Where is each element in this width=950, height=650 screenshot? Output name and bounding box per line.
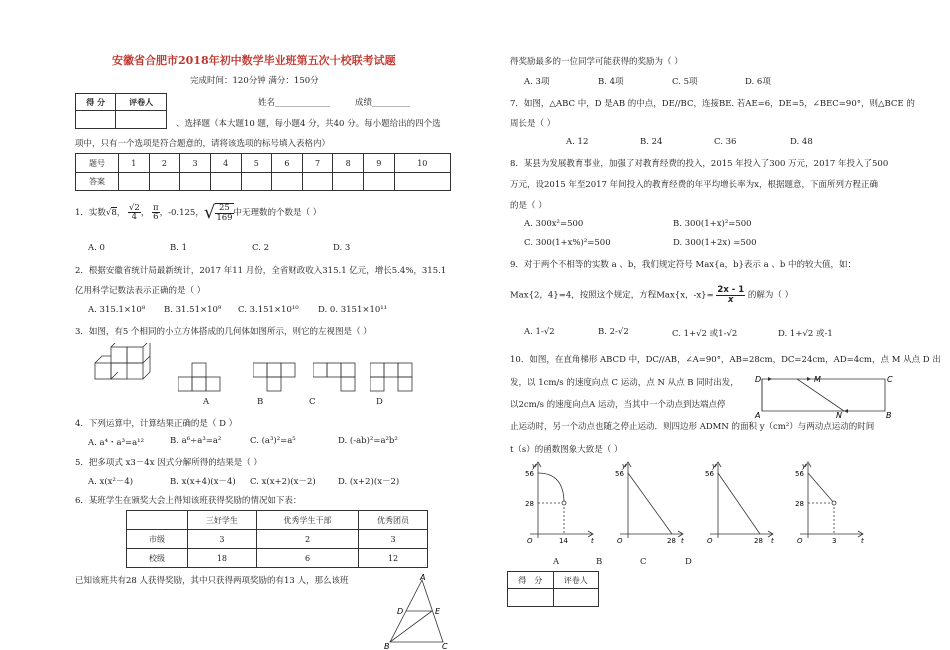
q9-frac-num: 2x - 1: [717, 285, 745, 295]
q9-line1: 9．对于两个不相等的实数 a 、b，我们规定符号 Max{a，b}表示 a 、b 中的较大值，如：: [510, 260, 857, 270]
q5-option-d[interactable]: D. (x+2)(x－2): [338, 477, 400, 487]
q1-frac2: [152, 204, 160, 222]
axis-t-label: t: [681, 537, 684, 544]
q10-graph-d[interactable]: [794, 460, 866, 544]
footer-score-cell[interactable]: [508, 589, 554, 607]
q10-trapezoid-figure: [752, 371, 894, 419]
q9-line2: [510, 286, 793, 304]
q4-option-c[interactable]: C. (a³)²=a⁵: [250, 436, 296, 446]
q3-option-a-view[interactable]: [178, 362, 224, 392]
q1-mid: ，-0.125，: [159, 208, 204, 218]
axis-t-label: t: [591, 537, 594, 544]
answer-table-header: 题号: [76, 154, 119, 173]
q8-option-d[interactable]: D. 300(1+2x) =500: [673, 238, 757, 248]
q2-option-d[interactable]: D. 0. 3151×10¹¹: [318, 305, 388, 315]
q7-triangle-figure: [380, 572, 452, 650]
q6-header-empty: [127, 511, 188, 530]
q4-option-b[interactable]: B. a⁶÷a³=a²: [170, 436, 222, 446]
q3-option-b-view[interactable]: [253, 362, 299, 392]
origin-label: O: [797, 537, 803, 544]
q5-option-a[interactable]: A. x(x²－4): [88, 477, 134, 487]
q10-line5: t（s）的函数图象大致是（ ）: [510, 445, 623, 455]
answer-cell[interactable]: [119, 173, 150, 191]
axis-y-label: y: [802, 462, 807, 470]
q9-line2-pre: Max{2，4}=4，按照这个规定，方程Max{x，-x}=: [510, 290, 714, 301]
answer-cell[interactable]: [333, 173, 364, 191]
q2-line1: 2．根据安徽省统计局最新统计，2017 年11 月份，全省财政收入315.1 亿元，增长5.4%，315.1: [75, 266, 447, 276]
q6-cell: 3: [188, 530, 257, 549]
q1-f1-den: 4: [131, 212, 138, 222]
q1-sqrt8: 8: [111, 208, 117, 218]
sqrt-symbol: √: [203, 202, 216, 223]
answer-row-label: 答案: [76, 173, 119, 191]
q6-after-text: 已知该班共有28 人获得奖励，其中只获得两项奖励的有13 人，那么该班: [75, 576, 349, 586]
answer-table-num: 10: [394, 154, 450, 173]
section1-intro-line2: 项中，只有一个选项是符合题意的，请将该选项的标号填入表格内）: [75, 139, 331, 149]
q10-graph-c[interactable]: [704, 460, 776, 544]
name-field[interactable]: 姓名_____________: [258, 98, 331, 108]
q6-cell: 12: [359, 549, 428, 568]
q6-header: 三好学生: [188, 511, 257, 530]
q2-option-a[interactable]: A. 315.1×10⁸: [88, 305, 146, 315]
q10-line1: 10．如图，在直角梯形 ABCD 中，DC//AB，∠A=90°，AB=28cm，DC=24cm，AD=4cm，点 M 从点 D 出: [510, 355, 941, 365]
tri-label-c: C: [442, 642, 448, 650]
q2-line2: 亿用科学记数法表示正确的是（ ）: [75, 286, 206, 296]
q7-line1: 7．如图，△ABC 中，D 是AB 的中点，DE//BC，连接BE. 若AE=6，DE=5，∠BEC=90°，则△BCE 的: [510, 99, 915, 109]
q7-option-b[interactable]: B. 24: [640, 137, 663, 147]
footer-score-header: 得 分: [508, 572, 554, 589]
q10-line3: 以2cm/s 的速度向点A 运动，当其中一个动点到达端点停: [510, 400, 726, 410]
q1-suffix: 中无理数的个数是（ ）: [233, 208, 322, 218]
q2-option-b[interactable]: B. 31.51×10⁹: [164, 305, 222, 315]
sqrt-symbol: √: [128, 202, 135, 213]
q2-option-c[interactable]: C. 3.151×10¹⁰: [238, 305, 299, 315]
tick-14: 14: [559, 537, 568, 544]
q7-line2: 周长是（ ）: [510, 119, 556, 129]
q1-prefix: 1．实数: [75, 208, 106, 218]
q10-graph-a[interactable]: [524, 460, 596, 544]
q10-graph-label-c: C: [640, 557, 647, 567]
q10-graph-label-d: D: [685, 557, 692, 567]
q1-f3-den: 169: [216, 212, 233, 223]
answer-table: [75, 153, 451, 191]
q1-option-b[interactable]: B. 1: [170, 243, 188, 253]
q9-option-c[interactable]: C. 1+√2 或1-√2: [672, 329, 738, 339]
axis-y-label: y: [532, 462, 537, 470]
footer-grader-cell[interactable]: [553, 589, 599, 607]
q3-label-a: A: [203, 397, 210, 407]
tri-label-e: E: [435, 607, 441, 616]
q10-line2: 发，以 1cm/s 的速度向点 C 运动，点 N 从点 B 同时出发，: [510, 378, 739, 388]
q6-row-label: 市级: [127, 530, 188, 549]
answer-cell[interactable]: [272, 173, 303, 191]
q5-option-c[interactable]: C. x(x+2)(x－2): [250, 477, 316, 487]
origin-label: O: [707, 537, 713, 544]
axis-t-label: t: [861, 537, 864, 544]
trap-label-n: N: [836, 411, 842, 419]
sqrt-symbol: √: [105, 208, 112, 218]
q10-graph-label-a: A: [553, 557, 560, 567]
q6-option-d[interactable]: D. 6项: [745, 77, 771, 87]
q8-option-b[interactable]: B. 300(1+x)²=500: [673, 219, 752, 229]
tri-label-a: A: [420, 573, 426, 582]
q1-stem: 1．实数√8， $\frac{√2}{4}$ ， $\frac{\pi}{6}$ ，-0.125，√ $\frac{25}{169}$ 中无理数的个数是（ ）: [75, 202, 322, 223]
q9-fraction: [716, 286, 745, 304]
tri-label-b: B: [384, 642, 390, 650]
q6-cell: 6: [256, 549, 358, 568]
answer-table-num: 1: [119, 154, 150, 173]
q6-option-b[interactable]: B. 4项: [598, 77, 624, 87]
trap-label-a: A: [755, 411, 761, 419]
score-header: 得 分: [76, 94, 116, 111]
q1-f1-num: 2: [134, 202, 140, 213]
trap-label-m: M: [814, 375, 821, 384]
origin-label: O: [527, 537, 533, 544]
q7-option-d[interactable]: D. 48: [790, 137, 813, 147]
tick-28: 28: [754, 537, 763, 544]
q8-option-c[interactable]: C. 300(1+x%)²=500: [524, 238, 611, 248]
axis-y-label: y: [622, 462, 627, 470]
answer-table-num: 5: [241, 154, 272, 173]
footer-grader-header: 评卷人: [553, 572, 599, 589]
q6-stem: 6．某班学生在颁奖大会上得知该班获得奖励的情况如下表：: [75, 496, 302, 506]
q3-option-d-view[interactable]: [370, 362, 416, 392]
answer-cell[interactable]: [302, 173, 333, 191]
answer-cell[interactable]: [394, 173, 450, 191]
section1-intro-line1: 、选择题（本大题10 题，每小题4 分，共40 分。每小题给出的四个选: [176, 119, 441, 129]
q10-graph-b[interactable]: [614, 460, 686, 544]
q9-line2-post: 的解为（ ）: [747, 290, 794, 301]
time-info: 完成时间：120分钟 满分：150分: [190, 76, 319, 86]
q8-line1: 8．某县为发展教育事业，加强了对教育经费的投入，2015 年投入了300 万元，2017 年投入了500: [510, 159, 889, 169]
trap-label-b: B: [886, 411, 892, 419]
q4-option-a[interactable]: A. a⁴・a³=a¹²: [88, 438, 144, 448]
q1-f2-den: 6: [153, 212, 159, 222]
exam-title: 安徽省合肥市2018年初中数学毕业班第五次十校联考试题: [112, 54, 396, 67]
q6-cell: 2: [256, 530, 358, 549]
q6-row-label: 校级: [127, 549, 188, 568]
q1-option-d[interactable]: D. 3: [333, 243, 351, 253]
q6-header: 优秀学生干部: [256, 511, 358, 530]
answer-cell[interactable]: [241, 173, 272, 191]
answer-table-num: 7: [302, 154, 333, 173]
axis-y-label: y: [712, 462, 717, 470]
q8-line2: 万元，设2015 年至2017 年间投入的教育经费的年平均增长率为x，根据题意，下面所列方程正确: [510, 180, 878, 190]
q6-cell: 18: [188, 549, 257, 568]
grader-table: [75, 93, 167, 129]
tick-3: 3: [832, 537, 837, 544]
answer-cell[interactable]: [149, 173, 180, 191]
answer-table-num: 2: [149, 154, 180, 173]
q5-stem: 5．把多项式 x3－4x 因式分解所得的结果是（ ）: [75, 458, 262, 468]
axis-t-label: t: [771, 537, 774, 544]
q6-option-a[interactable]: A. 3项: [524, 77, 550, 87]
grader-cell[interactable]: [116, 111, 167, 129]
tick-28: 28: [795, 500, 804, 508]
answer-table-num: 9: [364, 154, 395, 173]
tick-56: 56: [615, 470, 624, 478]
q3-option-c-view[interactable]: [313, 362, 359, 392]
q3-label-b: B: [257, 397, 264, 407]
q6-cell: 3: [359, 530, 428, 549]
q10-line4: 止运动时，另一个动点也随之停止运动．则四边形 ADMN 的面积 y（cm²）与两动点运动的时间: [510, 422, 875, 432]
q6-header: 优秀团员: [359, 511, 428, 530]
q1-f2-num: π: [153, 202, 159, 213]
answer-cell[interactable]: [364, 173, 395, 191]
q3-label-c: C: [309, 397, 316, 407]
q1-option-a[interactable]: A. 0: [88, 243, 105, 253]
trap-label-d: D: [755, 375, 762, 384]
tick-28: 28: [667, 537, 676, 544]
q9-frac-den: x: [728, 294, 734, 305]
q7-option-c[interactable]: C. 36: [714, 137, 737, 147]
q4-option-d[interactable]: D. (-ab)²=a²b²: [338, 436, 398, 446]
q3-label-d: D: [376, 397, 383, 407]
tri-label-d: D: [397, 607, 404, 616]
q6-cont: 得奖励最多的一位同学可能获得的奖励为（ ）: [510, 57, 683, 67]
q8-option-a[interactable]: A. 300x²=500: [524, 219, 584, 229]
tick-56: 56: [795, 470, 804, 478]
q9-option-b[interactable]: B. 2-√2: [598, 327, 629, 337]
q8-line3: 的是（ ）: [510, 201, 547, 211]
q1-option-c[interactable]: C. 2: [252, 243, 270, 253]
answer-table-num: 8: [333, 154, 364, 173]
q1-frac1: [128, 204, 141, 222]
q6-award-table: [126, 510, 428, 568]
grader-header: 评卷人: [116, 94, 167, 111]
q3-stem: 3．如图，有5 个相同的小立方体搭成的几何体如图所示，则它的左视图是（ ）: [75, 327, 372, 337]
score-cell[interactable]: [76, 111, 116, 129]
q9-option-d[interactable]: D. 1+√2 或-1: [778, 329, 833, 339]
footer-grader-table: [507, 571, 599, 607]
q7-option-a[interactable]: A. 12: [566, 137, 589, 147]
q10-graph-label-b: B: [596, 557, 603, 567]
q3-cube-figure: [92, 343, 154, 387]
score-field[interactable]: 成绩_________: [355, 98, 411, 108]
answer-table-num: 3: [180, 154, 211, 173]
q1-frac3: [215, 203, 233, 222]
tick-28: 28: [525, 500, 534, 508]
answer-table-num: 6: [272, 154, 303, 173]
q6-option-c[interactable]: C. 5项: [672, 77, 698, 87]
tick-56: 56: [525, 470, 534, 478]
q5-option-b[interactable]: B. x(x+4)(x－4): [170, 477, 236, 487]
tick-56: 56: [705, 470, 714, 478]
answer-cell[interactable]: [210, 173, 241, 191]
origin-label: O: [617, 537, 623, 544]
q4-stem: 4．下列运算中，计算结果正确的是（ D ）: [75, 419, 238, 429]
q1-f3-num: 25: [215, 204, 233, 214]
trap-label-c: C: [887, 375, 893, 384]
answer-cell[interactable]: [180, 173, 211, 191]
q9-option-a[interactable]: A. 1-√2: [524, 327, 555, 337]
answer-table-num: 4: [210, 154, 241, 173]
